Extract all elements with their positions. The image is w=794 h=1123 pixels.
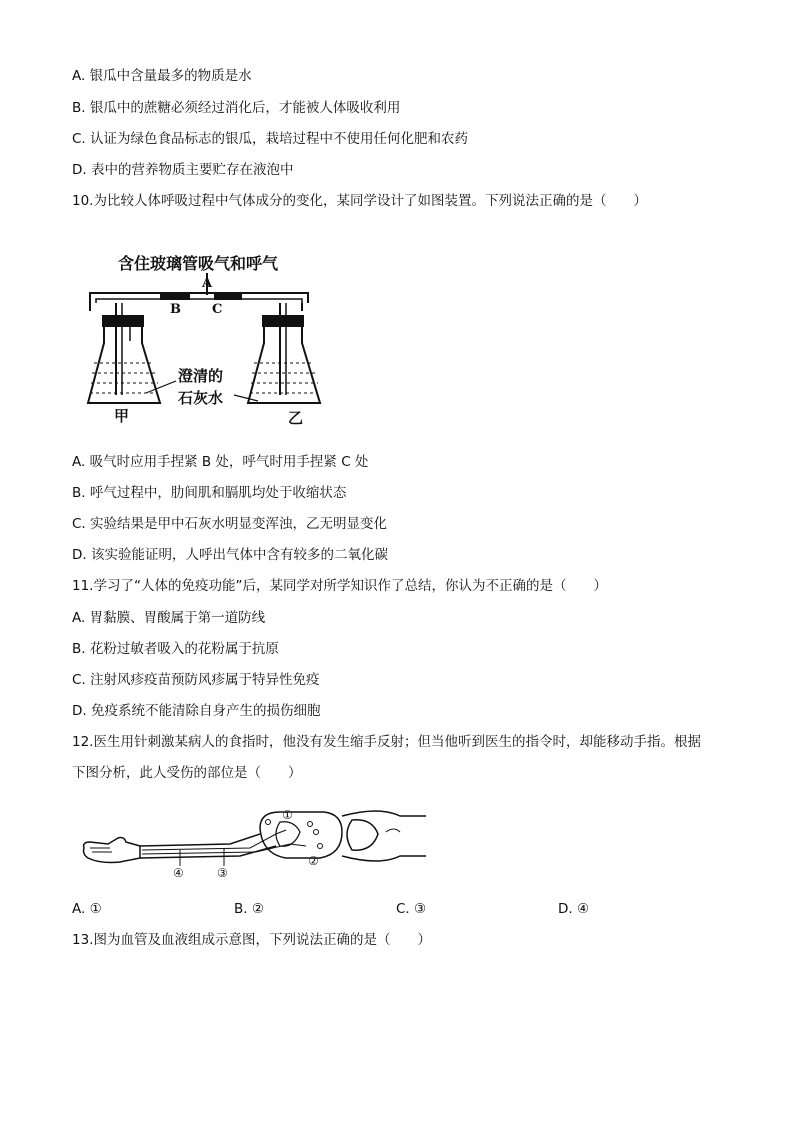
q12-option-d: D. ④ xyxy=(558,901,590,917)
q12-label-3: ③ xyxy=(217,866,228,880)
q12-option-c: C. ③ xyxy=(396,901,427,917)
q10-label-yi: 乙 xyxy=(288,409,304,427)
q11-option-b: B. 花粉过敏者吸入的花粉属于抗原 xyxy=(72,641,279,657)
q12-label-4: ④ xyxy=(173,866,184,880)
q11-option-d: D. 免疫系统不能清除自身产生的损伤细胞 xyxy=(72,703,321,719)
q10-breathing-apparatus-figure xyxy=(80,245,330,435)
q10-label-c: C xyxy=(212,302,223,317)
q12-option-a: A. ① xyxy=(72,901,102,917)
q11-option-a: A. 胃黏膜、胃酸属于第一道防线 xyxy=(72,610,266,626)
q9-option-a: A. 银瓜中含量最多的物质是水 xyxy=(72,68,252,84)
q9-option-c: C. 认证为绿色食品标志的银瓜，栽培过程中不使用任何化肥和农药 xyxy=(72,131,469,147)
q12-option-b: B. ② xyxy=(234,901,264,917)
q10-label-b: B xyxy=(170,302,181,317)
q10-figure-caption: 含住玻璃管吸气和呼气 xyxy=(118,254,279,273)
q10-stem: 10.为比较人体呼吸过程中气体成分的变化，某同学设计了如图装置。下列说法正确的是（ ） xyxy=(72,193,647,209)
right-flask-yi xyxy=(248,303,320,403)
q12-stem-line2: 下图分析，此人受伤的部位是（ ） xyxy=(72,765,302,781)
q10-option-d: D. 该实验能证明，人呼出气体中含有较多的二氧化碳 xyxy=(72,547,388,563)
q11-option-c: C. 注射风疹疫苗预防风疹属于特异性免疫 xyxy=(72,672,320,688)
left-flask-jia xyxy=(88,303,160,403)
q10-option-b: B. 呼气过程中，肋间肌和膈肌均处于收缩状态 xyxy=(72,485,347,501)
q10-option-a: A. 吸气时应用手捏紧 B 处，呼气时用手捏紧 C 处 xyxy=(72,454,369,470)
q10-option-c: C. 实验结果是甲中石灰水明显变浑浊，乙无明显变化 xyxy=(72,516,388,532)
q13-stem: 13.图为血管及血液组成示意图，下列说法正确的是（ ） xyxy=(72,932,431,948)
q10-label-limewater-1: 澄清的 xyxy=(178,367,224,385)
q12-reflex-arc-figure xyxy=(80,802,430,882)
q12-stem-line1: 12.医生用针刺激某病人的食指时，他没有发生缩手反射；但当他听到医生的指令时，却能移动手指。根据 xyxy=(72,734,701,750)
q10-label-limewater-2: 石灰水 xyxy=(178,389,224,407)
q12-label-2: ② xyxy=(308,854,319,868)
q12-label-1: ① xyxy=(282,808,293,822)
q10-label-a: A xyxy=(202,276,213,291)
q9-option-b: B. 银瓜中的蔗糖必须经过消化后，才能被人体吸收利用 xyxy=(72,100,401,116)
q11-stem: 11.学习了“人体的免疫功能”后，某同学对所学知识作了总结，你认为不正确的是（ ） xyxy=(72,578,607,594)
q10-label-jia: 甲 xyxy=(114,407,130,425)
q9-option-d: D. 表中的营养物质主要贮存在液泡中 xyxy=(72,162,294,178)
